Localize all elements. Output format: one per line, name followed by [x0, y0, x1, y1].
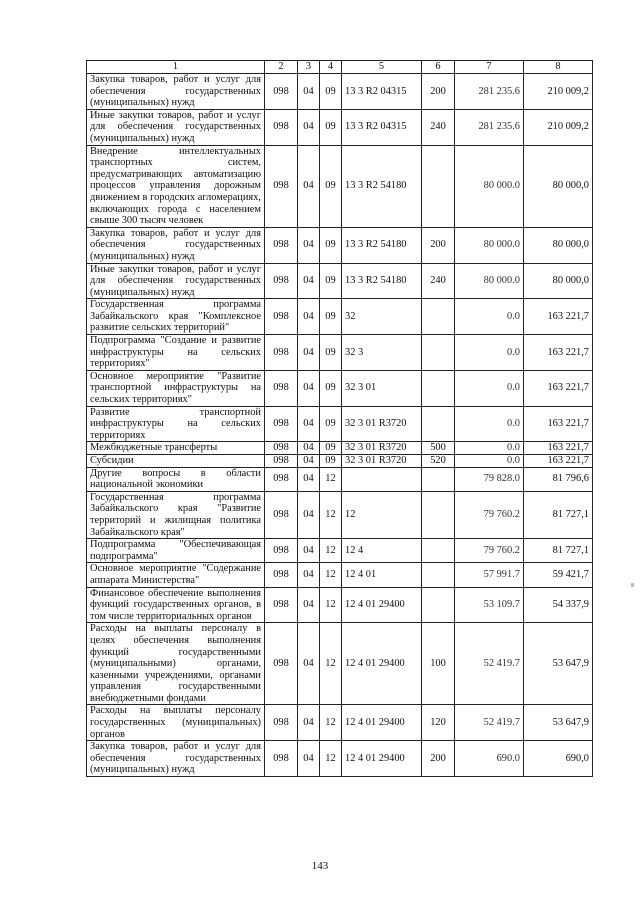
row-name-cell: Государственная программа Забайкальского края "Развитие территорий и жилищная политика Забайкальского края"	[87, 491, 265, 538]
amount-col8-cell: 81 727,1	[524, 539, 593, 563]
target-article-cell: 12 4 01 29400	[342, 623, 422, 705]
table-row	[87, 109, 593, 145]
amount-col8-cell: 163 221,7	[524, 299, 593, 335]
page-number: 143	[311, 860, 329, 872]
table-row	[87, 705, 593, 741]
column-header: 6	[422, 61, 455, 74]
table-row	[87, 623, 593, 705]
subsection-code-cell: 09	[320, 263, 342, 299]
amount-col7-cell: 52 419.7	[455, 623, 524, 705]
subsection-code-cell: 12	[320, 491, 342, 538]
section-code-cell: 04	[298, 406, 320, 442]
target-article-cell: 32 3	[342, 335, 422, 371]
ved-code-cell: 098	[265, 299, 298, 335]
ved-code-cell: 098	[265, 406, 298, 442]
amount-col7-cell: 80 000.0	[455, 145, 524, 227]
ved-code-cell: 098	[265, 370, 298, 406]
section-code-cell: 04	[298, 467, 320, 491]
column-header: 8	[524, 61, 593, 74]
expense-type-cell: 500	[422, 442, 455, 455]
section-code-cell: 04	[298, 587, 320, 623]
row-name-cell: Развитие транспортной инфраструктуры на сельских территориях	[87, 406, 265, 442]
table-row	[87, 491, 593, 538]
section-code-cell: 04	[298, 299, 320, 335]
target-article-cell: 12 4 01 29400	[342, 587, 422, 623]
ved-code-cell: 098	[265, 335, 298, 371]
row-name-cell: Основное мероприятие "Содержание аппарата Министерства"	[87, 563, 265, 587]
section-code-cell: 04	[298, 741, 320, 777]
expense-type-cell	[422, 491, 455, 538]
expense-type-cell	[422, 587, 455, 623]
target-article-cell: 13 3 R2 04315	[342, 74, 422, 110]
target-article-cell: 12 4 01 29400	[342, 705, 422, 741]
row-name-cell: Внедрение интеллектуальных транспортных систем, предусматривающих автоматизацию процессов управления дорожным движением в городских агломерациях, включающих города с населением свыше 300 тысяч человек	[87, 145, 265, 227]
section-code-cell: 04	[298, 491, 320, 538]
row-name-cell: Иные закупки товаров, работ и услуг для обеспечения государственных (муниципальных) нужд	[87, 109, 265, 145]
ved-code-cell: 098	[265, 442, 298, 455]
expense-type-cell: 120	[422, 705, 455, 741]
table-row	[87, 467, 593, 491]
section-code-cell: 04	[298, 370, 320, 406]
target-article-cell: 13 3 R2 54180	[342, 227, 422, 263]
expense-type-cell	[422, 563, 455, 587]
ved-code-cell: 098	[265, 539, 298, 563]
subsection-code-cell: 12	[320, 539, 342, 563]
subsection-code-cell: 09	[320, 145, 342, 227]
target-article-cell: 12	[342, 491, 422, 538]
ved-code-cell: 098	[265, 145, 298, 227]
ved-code-cell: 098	[265, 563, 298, 587]
scan-mark	[631, 583, 634, 587]
amount-col7-cell: 690.0	[455, 741, 524, 777]
row-name-cell: Подпрограмма "Создание и развитие инфраструктуры на сельских территориях"	[87, 335, 265, 371]
amount-col7-cell: 281 235.6	[455, 109, 524, 145]
section-code-cell: 04	[298, 109, 320, 145]
subsection-code-cell: 09	[320, 74, 342, 110]
expense-type-cell: 200	[422, 74, 455, 110]
amount-col7-cell: 0.0	[455, 370, 524, 406]
amount-col7-cell: 79 828.0	[455, 467, 524, 491]
subsection-code-cell: 12	[320, 741, 342, 777]
row-name-cell: Финансовое обеспечение выполнения функций государственных органов, в том числе территориальных органов	[87, 587, 265, 623]
table-row	[87, 406, 593, 442]
target-article-cell: 12 4 01	[342, 563, 422, 587]
amount-col8-cell: 81 796,6	[524, 467, 593, 491]
target-article-cell: 13 3 R2 54180	[342, 263, 422, 299]
amount-col8-cell: 210 009,2	[524, 109, 593, 145]
amount-col8-cell: 210 009,2	[524, 74, 593, 110]
table-row	[87, 539, 593, 563]
section-code-cell: 04	[298, 74, 320, 110]
subsection-code-cell: 09	[320, 227, 342, 263]
amount-col7-cell: 0.0	[455, 455, 524, 468]
amount-col7-cell: 0.0	[455, 406, 524, 442]
expense-type-cell	[422, 370, 455, 406]
expense-type-cell	[422, 467, 455, 491]
row-name-cell: Расходы на выплаты персоналу государственных (муниципальных) органов	[87, 705, 265, 741]
table-row	[87, 227, 593, 263]
subsection-code-cell: 09	[320, 109, 342, 145]
amount-col8-cell: 80 000,0	[524, 227, 593, 263]
section-code-cell: 04	[298, 442, 320, 455]
amount-col8-cell: 59 421,7	[524, 563, 593, 587]
target-article-cell: 32 3 01	[342, 370, 422, 406]
section-code-cell: 04	[298, 145, 320, 227]
expense-type-cell: 100	[422, 623, 455, 705]
amount-col7-cell: 52 419.7	[455, 705, 524, 741]
section-code-cell: 04	[298, 263, 320, 299]
table-row	[87, 442, 593, 455]
target-article-cell: 13 3 R2 54180	[342, 145, 422, 227]
amount-col7-cell: 281 235.6	[455, 74, 524, 110]
table-row	[87, 741, 593, 777]
subsection-code-cell: 09	[320, 335, 342, 371]
ved-code-cell: 098	[265, 455, 298, 468]
subsection-code-cell: 12	[320, 587, 342, 623]
target-article-cell: 32	[342, 299, 422, 335]
expense-type-cell	[422, 335, 455, 371]
target-article-cell: 12 4 01 29400	[342, 741, 422, 777]
row-name-cell: Другие вопросы в области национальной экономики	[87, 467, 265, 491]
expense-type-cell	[422, 299, 455, 335]
section-code-cell: 04	[298, 335, 320, 371]
section-code-cell: 04	[298, 455, 320, 468]
column-header: 1	[87, 61, 265, 74]
amount-col8-cell: 163 221,7	[524, 455, 593, 468]
ved-code-cell: 098	[265, 623, 298, 705]
column-header: 7	[455, 61, 524, 74]
subsection-code-cell: 12	[320, 623, 342, 705]
subsection-code-cell: 12	[320, 705, 342, 741]
expense-type-cell: 240	[422, 109, 455, 145]
row-name-cell: Закупка товаров, работ и услуг для обеспечения государственных (муниципальных) нужд	[87, 227, 265, 263]
target-article-cell: 13 3 R2 04315	[342, 109, 422, 145]
column-header: 3	[298, 61, 320, 74]
ved-code-cell: 098	[265, 491, 298, 538]
amount-col8-cell: 81 727,1	[524, 491, 593, 538]
section-code-cell: 04	[298, 227, 320, 263]
amount-col7-cell: 80 000.0	[455, 263, 524, 299]
row-name-cell: Расходы на выплаты персоналу в целях обеспечения выполнения функций государственными (муниципальными) органами, казенными учреждениями, органами управления государственными внебюджетными фондами	[87, 623, 265, 705]
ved-code-cell: 098	[265, 74, 298, 110]
target-article-cell: 32 3 01 R3720	[342, 406, 422, 442]
subsection-code-cell: 09	[320, 442, 342, 455]
expense-type-cell	[422, 145, 455, 227]
table-row	[87, 299, 593, 335]
ved-code-cell: 098	[265, 705, 298, 741]
target-article-cell	[342, 467, 422, 491]
amount-col8-cell: 53 647,9	[524, 623, 593, 705]
row-name-cell: Подпрограмма "Обеспечивающая подпрограмма"	[87, 539, 265, 563]
column-header: 5	[342, 61, 422, 74]
expense-type-cell: 520	[422, 455, 455, 468]
row-name-cell: Иные закупки товаров, работ и услуг для обеспечения государственных (муниципальных) нужд	[87, 263, 265, 299]
amount-col8-cell: 163 221,7	[524, 335, 593, 371]
column-header: 4	[320, 61, 342, 74]
table-row	[87, 455, 593, 468]
amount-col7-cell: 53 109.7	[455, 587, 524, 623]
subsection-code-cell: 12	[320, 563, 342, 587]
ved-code-cell: 098	[265, 263, 298, 299]
ved-code-cell: 098	[265, 109, 298, 145]
subsection-code-cell: 09	[320, 299, 342, 335]
expense-type-cell	[422, 539, 455, 563]
row-name-cell: Межбюджетные трансферты	[87, 442, 265, 455]
amount-col7-cell: 57 991.7	[455, 563, 524, 587]
amount-col7-cell: 80 000.0	[455, 227, 524, 263]
row-name-cell: Закупка товаров, работ и услуг для обеспечения государственных (муниципальных) нужд	[87, 74, 265, 110]
subsection-code-cell: 09	[320, 370, 342, 406]
section-code-cell: 04	[298, 563, 320, 587]
table-row	[87, 587, 593, 623]
table-body	[87, 74, 593, 777]
section-code-cell: 04	[298, 623, 320, 705]
amount-col7-cell: 79 760.2	[455, 539, 524, 563]
table-row	[87, 335, 593, 371]
expense-type-cell: 240	[422, 263, 455, 299]
table-row	[87, 74, 593, 110]
budget-table	[86, 60, 593, 777]
section-code-cell: 04	[298, 539, 320, 563]
amount-col7-cell: 0.0	[455, 442, 524, 455]
ved-code-cell: 098	[265, 741, 298, 777]
amount-col8-cell: 80 000,0	[524, 145, 593, 227]
amount-col8-cell: 163 221,7	[524, 442, 593, 455]
ved-code-cell: 098	[265, 227, 298, 263]
amount-col8-cell: 80 000,0	[524, 263, 593, 299]
amount-col8-cell: 163 221,7	[524, 406, 593, 442]
table-row	[87, 563, 593, 587]
target-article-cell: 32 3 01 R3720	[342, 442, 422, 455]
amount-col8-cell: 163 221,7	[524, 370, 593, 406]
amount-col8-cell: 690,0	[524, 741, 593, 777]
amount-col7-cell: 0.0	[455, 335, 524, 371]
ved-code-cell: 098	[265, 467, 298, 491]
target-article-cell: 32 3 01 R3720	[342, 455, 422, 468]
row-name-cell: Субсидии	[87, 455, 265, 468]
row-name-cell: Закупка товаров, работ и услуг для обеспечения государственных (муниципальных) нужд	[87, 741, 265, 777]
expense-type-cell: 200	[422, 741, 455, 777]
amount-col7-cell: 79 760.2	[455, 491, 524, 538]
table-header-row	[87, 61, 593, 74]
subsection-code-cell: 12	[320, 467, 342, 491]
subsection-code-cell: 09	[320, 455, 342, 468]
expense-type-cell: 200	[422, 227, 455, 263]
row-name-cell: Государственная программа Забайкальского края "Комплексное развитие сельских территорий"	[87, 299, 265, 335]
subsection-code-cell: 09	[320, 406, 342, 442]
expense-type-cell	[422, 406, 455, 442]
target-article-cell: 12 4	[342, 539, 422, 563]
table-row	[87, 263, 593, 299]
row-name-cell: Основное мероприятие "Развитие транспортной инфраструктуры на сельских территориях"	[87, 370, 265, 406]
table-row	[87, 370, 593, 406]
amount-col8-cell: 54 337,9	[524, 587, 593, 623]
ved-code-cell: 098	[265, 587, 298, 623]
table-row	[87, 145, 593, 227]
amount-col8-cell: 53 647,9	[524, 705, 593, 741]
section-code-cell: 04	[298, 705, 320, 741]
amount-col7-cell: 0.0	[455, 299, 524, 335]
column-header: 2	[265, 61, 298, 74]
